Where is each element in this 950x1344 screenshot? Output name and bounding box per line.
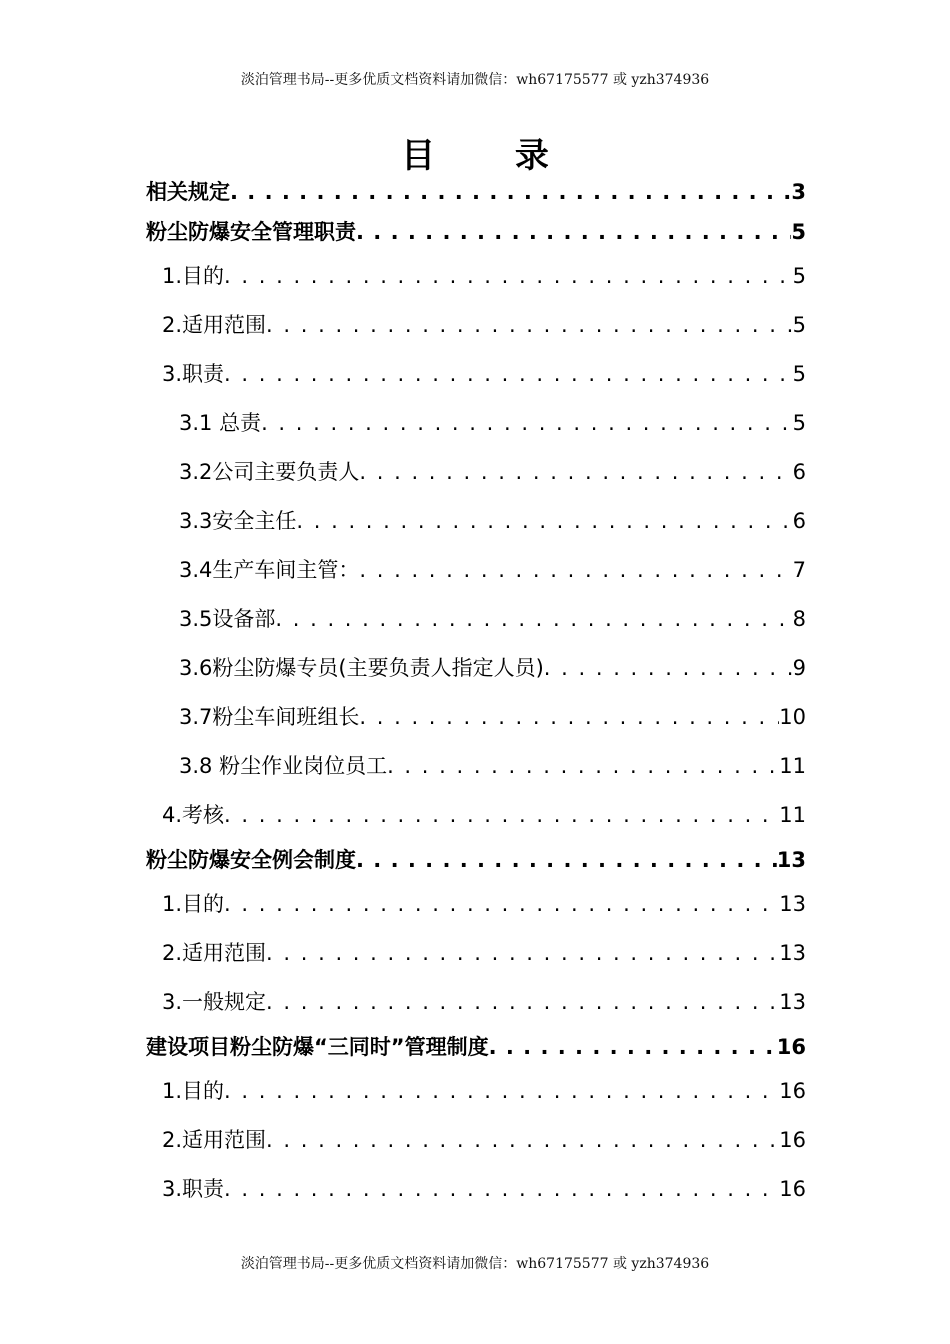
toc-dot-leader	[266, 1116, 779, 1165]
toc-entry-page: 5	[792, 264, 806, 288]
toc-entry[interactable]	[146, 1027, 806, 1067]
toc-entry[interactable]	[146, 301, 806, 350]
toc-dot-leader	[224, 350, 793, 399]
toc-entry-label: 1.目的	[162, 1079, 225, 1103]
toc-entry-label: 3.6粉尘防爆专员(主要负责人指定人员)	[179, 656, 544, 680]
toc-entry[interactable]	[146, 791, 806, 840]
toc-dot-leader	[224, 880, 779, 929]
toc-dot-leader	[224, 791, 779, 840]
toc-entry[interactable]	[146, 840, 806, 880]
toc-dot-leader	[224, 1067, 779, 1116]
toc-entry[interactable]	[146, 497, 806, 546]
toc-entry-label: 3.3安全主任	[179, 509, 297, 533]
toc-entry[interactable]	[146, 978, 806, 1027]
toc-entry[interactable]	[146, 1116, 806, 1165]
toc-dot-leader	[261, 399, 793, 448]
toc-entry-page: 9	[792, 656, 806, 680]
toc-entry[interactable]	[146, 929, 806, 978]
toc-entry-page: 5	[792, 313, 806, 337]
toc-dot-leader	[359, 546, 792, 595]
toc-entry-label: 3.4生产车间主管：	[179, 558, 360, 582]
header-watermark: 淡泊管理书局--更多优质文档资料请加微信：wh67175577 或 yzh374936	[240, 72, 710, 88]
toc-dot-leader	[275, 595, 792, 644]
toc-dot-leader	[489, 1027, 777, 1067]
toc-entry-label: 3.职责	[162, 362, 225, 386]
toc-entry[interactable]	[146, 399, 806, 448]
toc-dot-leader	[356, 840, 777, 880]
toc-entry-page: 3	[791, 180, 806, 204]
toc-entry[interactable]	[146, 448, 806, 497]
toc-entry-page: 10	[779, 705, 806, 729]
toc-entry-page: 13	[779, 990, 806, 1014]
toc-entry[interactable]	[146, 693, 806, 742]
toc-dot-leader	[359, 448, 792, 497]
toc-entry-page: 16	[776, 1035, 806, 1059]
toc-entry[interactable]	[146, 172, 806, 212]
toc-entry-label: 粉尘防爆安全管理职责	[146, 220, 356, 244]
toc-dot-leader	[356, 212, 791, 252]
toc-entry-page: 5	[791, 220, 806, 244]
toc-entry-label: 相关规定	[146, 180, 230, 204]
toc-entry[interactable]	[146, 546, 806, 595]
footer-watermark: 淡泊管理书局--更多优质文档资料请加微信：wh67175577 或 yzh374936	[240, 1256, 710, 1272]
toc-dot-leader	[224, 252, 793, 301]
toc-entry-page: 16	[779, 1079, 806, 1103]
toc-entry-label: 3.2公司主要负责人	[179, 460, 360, 484]
toc-entry-label: 3.1 总责	[179, 411, 262, 435]
toc-dot-leader	[296, 497, 792, 546]
toc-dot-leader	[224, 1165, 779, 1214]
toc-entry-label: 3.5设备部	[179, 607, 276, 631]
toc-dot-leader	[266, 301, 793, 350]
toc-entry-label: 建设项目粉尘防爆“三同时”管理制度	[146, 1035, 489, 1059]
toc-entry-page: 6	[792, 460, 806, 484]
toc-entry-label: 3.一般规定	[162, 990, 267, 1014]
toc-entry-page: 5	[792, 362, 806, 386]
toc-entry-page: 13	[776, 848, 806, 872]
toc-entry-page: 13	[779, 892, 806, 916]
toc-entry-page: 6	[792, 509, 806, 533]
toc-entry-page: 11	[779, 754, 806, 778]
toc-entry-label: 1.目的	[162, 892, 225, 916]
toc-title: 目 录	[401, 136, 583, 176]
toc-entry-label: 2.适用范围	[162, 1128, 267, 1152]
toc-entry-page: 16	[779, 1128, 806, 1152]
toc-entry[interactable]	[146, 1067, 806, 1116]
toc-entry-label: 4.考核	[162, 803, 225, 827]
toc-entry[interactable]	[146, 644, 806, 693]
toc-entry-page: 5	[792, 411, 806, 435]
toc-entry-page: 13	[779, 941, 806, 965]
toc-entry-label: 1.目的	[162, 264, 225, 288]
toc-entry-label: 粉尘防爆安全例会制度	[146, 848, 356, 872]
toc-entry[interactable]	[146, 350, 806, 399]
toc-entry[interactable]	[146, 212, 806, 252]
toc-entry-label: 3.8 粉尘作业岗位员工	[179, 754, 388, 778]
table-of-contents	[146, 172, 806, 1214]
toc-entry-page: 16	[779, 1177, 806, 1201]
toc-entry[interactable]	[146, 880, 806, 929]
toc-entry-page: 7	[792, 558, 806, 582]
toc-entry-label: 2.适用范围	[162, 941, 267, 965]
toc-entry-label: 3.职责	[162, 1177, 225, 1201]
toc-entry[interactable]	[146, 595, 806, 644]
toc-entry-page: 11	[779, 803, 806, 827]
toc-entry[interactable]	[146, 742, 806, 791]
toc-dot-leader	[266, 978, 779, 1027]
toc-entry-label: 2.适用范围	[162, 313, 267, 337]
toc-entry-page: 8	[792, 607, 806, 631]
toc-dot-leader	[387, 742, 779, 791]
toc-entry[interactable]	[146, 252, 806, 301]
toc-dot-leader	[544, 644, 793, 693]
toc-entry[interactable]	[146, 1165, 806, 1214]
toc-entry-label: 3.7粉尘车间班组长	[179, 705, 360, 729]
toc-dot-leader	[266, 929, 779, 978]
toc-dot-leader	[359, 693, 779, 742]
toc-dot-leader	[230, 172, 791, 212]
